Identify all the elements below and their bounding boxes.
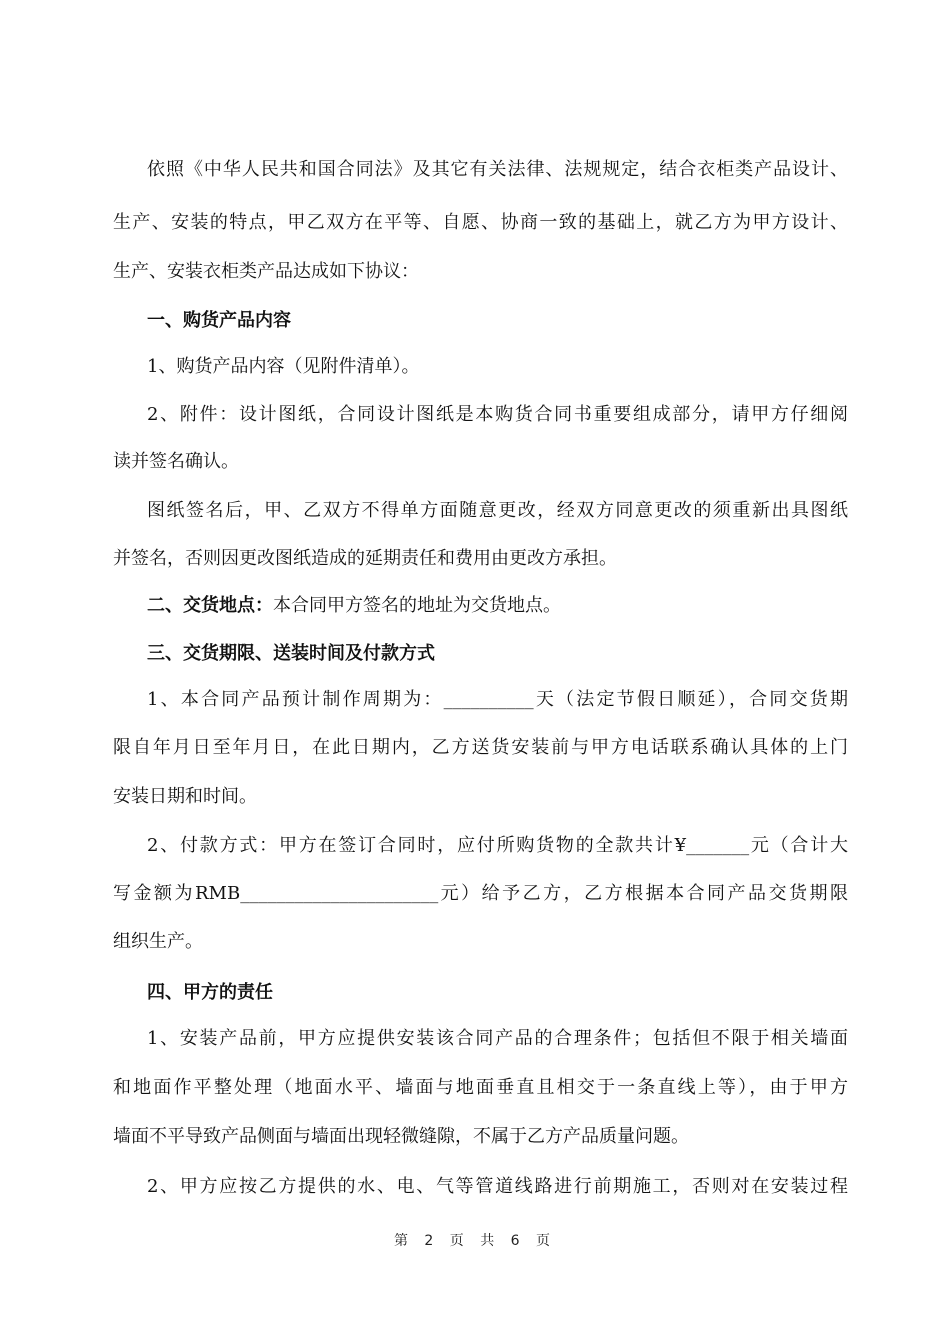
- section-heading: 一、购货产品内容: [147, 310, 291, 331]
- text-line: [147, 688, 848, 712]
- text-segment: 安装日期和时间。: [113, 786, 257, 807]
- text-segment: 组织生产。: [113, 931, 203, 952]
- text-line: [113, 260, 848, 284]
- text-segment: 2、甲方应按乙方提供的水、电、气等管道线路进行前期施工，否则对在安装过程: [147, 1176, 848, 1197]
- page-number-footer: 第 2 页 共 6 页: [393, 1233, 557, 1249]
- text-segment: 2、付款方式：甲方在签订合同时，应付所购货物的全款共计¥: [147, 835, 687, 856]
- text-line: [113, 1125, 848, 1149]
- text-segment: 2、附件：设计图纸，合同设计图纸是本购货合同书重要组成部分，请甲方仔细阅: [147, 404, 848, 425]
- text-line: [147, 499, 848, 523]
- text-segment: 本合同甲方签名的地址为交货地点。: [273, 595, 561, 616]
- text-segment: 天（法定节假日顺延），合同交货期: [533, 689, 849, 710]
- text-line: [113, 211, 848, 235]
- text-line: [113, 785, 848, 809]
- text-line: [113, 547, 848, 571]
- text-segment: 生产、安装的特点，甲乙双方在平等、自愿、协商一致的基础上，就乙方为甲方设计、: [113, 212, 848, 233]
- text-segment: 1、购货产品内容（见附件清单）。: [147, 356, 420, 377]
- text-segment: 读并签名确认。: [113, 451, 239, 472]
- section-heading: 四、甲方的责任: [147, 982, 273, 1003]
- text-segment: 并签名，否则因更改图纸造成的延期责任和费用由更改方承担。: [113, 548, 617, 569]
- blank-fill-line: _______: [686, 835, 750, 856]
- text-segment: 写金额为RMB: [113, 883, 241, 904]
- blank-fill-line: __________: [443, 689, 534, 710]
- section-heading: 二、交货地点：: [147, 595, 273, 616]
- text-segment: 1、安装产品前，甲方应提供安装该合同产品的合理条件；包括但不限于相关墙面: [147, 1028, 848, 1049]
- text-line: [147, 1175, 848, 1199]
- section-heading: 三、交货期限、送装时间及付款方式: [147, 643, 435, 664]
- text-line: [147, 158, 848, 182]
- text-line: [113, 1076, 848, 1100]
- text-segment: 限自年月日至年月日，在此日期内，乙方送货安装前与甲方电话联系确认具体的上门: [113, 737, 848, 758]
- text-line: [113, 882, 848, 906]
- text-line: [147, 642, 848, 666]
- text-line: [147, 309, 848, 333]
- text-segment: 1、本合同产品预计制作周期为：: [147, 689, 444, 710]
- text-segment: 墙面不平导致产品侧面与墙面出现轻微缝隙，不属于乙方产品质量问题。: [113, 1126, 689, 1147]
- text-segment: 生产、安装衣柜类产品达成如下协议：: [113, 261, 419, 282]
- text-line: [147, 1027, 848, 1051]
- text-line: [147, 403, 848, 427]
- text-segment: 和地面作平整处理（地面水平、墙面与地面垂直且相交于一条直线上等），由于甲方: [113, 1077, 848, 1098]
- text-segment: 依照《中华人民共和国合同法》及其它有关法律、法规规定，结合衣柜类产品设计、: [147, 159, 848, 180]
- text-line: [147, 981, 848, 1005]
- text-segment: 元（合计大: [749, 835, 848, 856]
- text-segment: 元）给予乙方，乙方根据本合同产品交货期限: [438, 883, 849, 904]
- text-line: [147, 594, 848, 618]
- text-line: [147, 355, 848, 379]
- text-line: [147, 834, 848, 858]
- text-segment: 图纸签名后，甲、乙双方不得单方面随意更改，经双方同意更改的须重新出具图纸: [147, 500, 848, 521]
- text-line: [113, 930, 848, 954]
- text-line: [113, 450, 848, 474]
- blank-fill-line: ______________________: [240, 883, 439, 904]
- text-line: [113, 736, 848, 760]
